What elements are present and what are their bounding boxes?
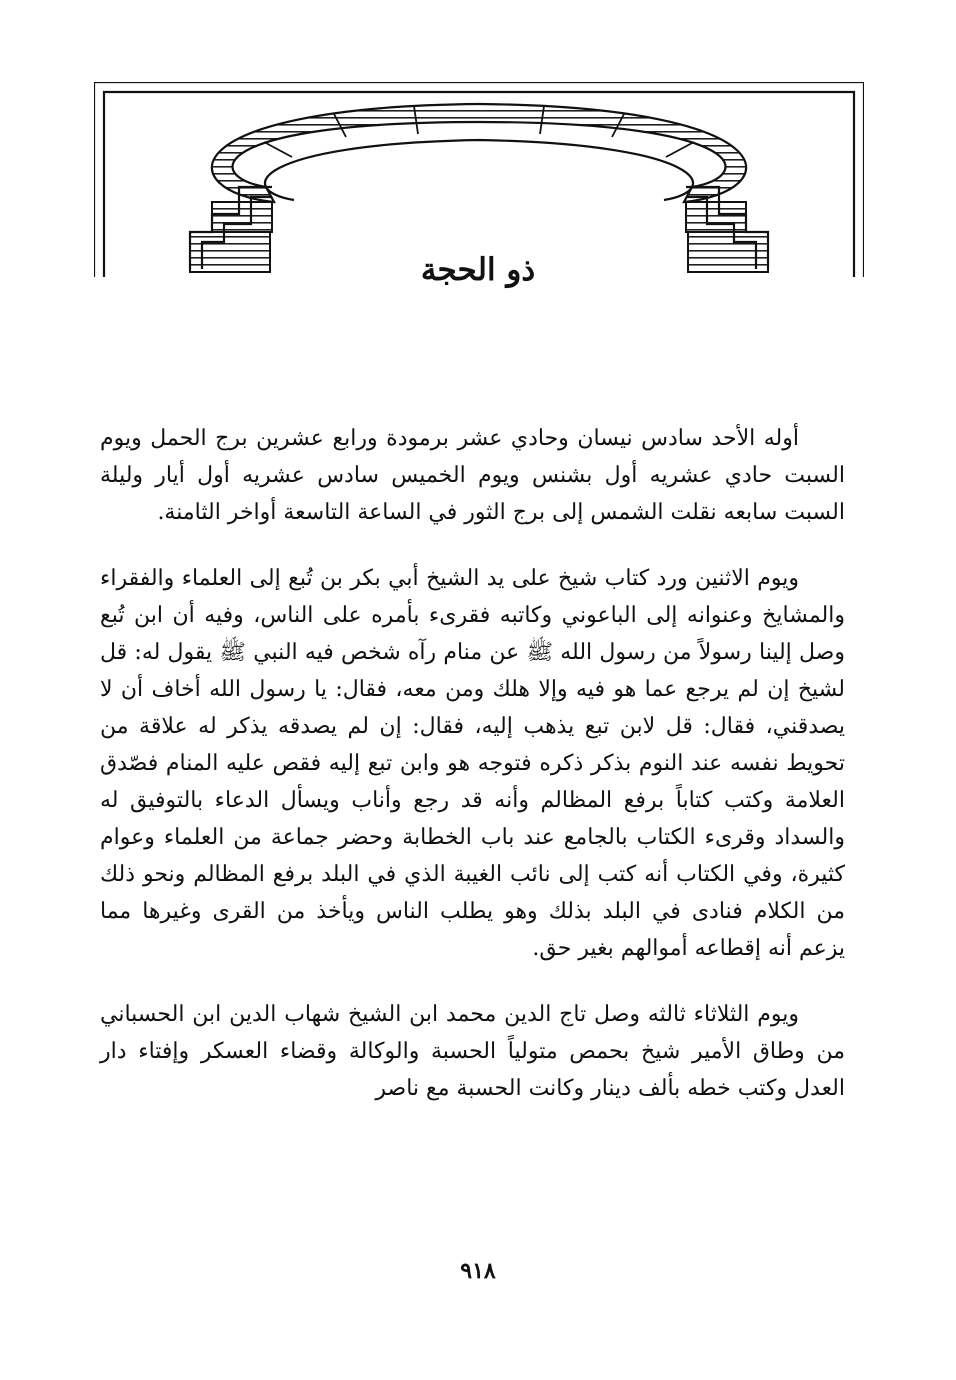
left-step-hatch-1 (190, 232, 270, 272)
paragraph: ويوم الثلاثاء ثالثه وصل تاج الدين محمد ابن الشيخ شهاب الدين ابن الحسباني من وطاق الأمير شيخ بحمص متولياً الحسبة والوكالة وقضاء العسكر وإفتاء دار العدل وكتب خطه بألف دينار وكانت الحسبة مع ناصر (100, 1002, 845, 1101)
body-text (100, 420, 845, 1107)
left-step-hatch-2 (212, 202, 272, 232)
arch-hatched-band (212, 104, 746, 202)
paragraph: ويوم الاثنين ورد كتاب شيخ على يد الشيخ أبي بكر بن تُبع إلى العلماء والفقراء والمشايخ وعنوانه إلى الباعوني وكاتبه فقرىء بأمره على الناس، وفيه أن ابن تُبع وصل إلينا رسولاً من رسول الله ﷺ عن منام رآه شخص فيه النبي ﷺ يقول له: قل لشيخ إن لم يرجع عما هو فيه وإلا هلك ومن معه، فقال: يا رسول الله أخاف أن لا يصدقني، فقال: قل لابن تبع يذهب إليه، فقال: إن لم يصدقه يذكر له علاقة من تحويط نفسه عند النوم بذكر ذكره فتوجه هو وابن تبع إليه فقص عليه المنام فصّدق العلامة وكتب كتاباً برفع المظالم وأنه قد رجع وأناب ويسأل الدعاء بالتوفيق له والسداد وقرىء الكتاب بالجامع عند باب الخطابة وحضر جماعة من العلماء وعوام كثيرة، وفي الكتاب أنه كتب إلى نائب الغيبة الذي في البلد برفع المظالم ونحو ذلك من الكلام فنادى في البلد بذلك وهو يطلب الناس ويأخذ من القرى وغيرها مما يزعم أنه إقطاعه أموالهم بغير حق. (100, 566, 845, 961)
right-step-hatch-2 (686, 202, 746, 232)
arch-divider (264, 142, 292, 157)
page-number: ٩١٨ (460, 1258, 496, 1284)
chapter-title: ذو الحجة (420, 252, 536, 288)
right-step-hatch-1 (688, 232, 768, 272)
paragraph: أوله الأحد سادس نيسان وحادي عشر برمودة ورابع عشرين برج الحمل ويوم السبت حادي عشريه أول بشنس ويوم الخميس سادس عشريه أول أيار وليلة السبت سابعه نقلت الشمس إلى برج الثور في الساعة التاسعة أواخر الثامنة. (100, 426, 845, 525)
arch-divider (666, 142, 694, 157)
arch-inner-line (265, 140, 693, 200)
